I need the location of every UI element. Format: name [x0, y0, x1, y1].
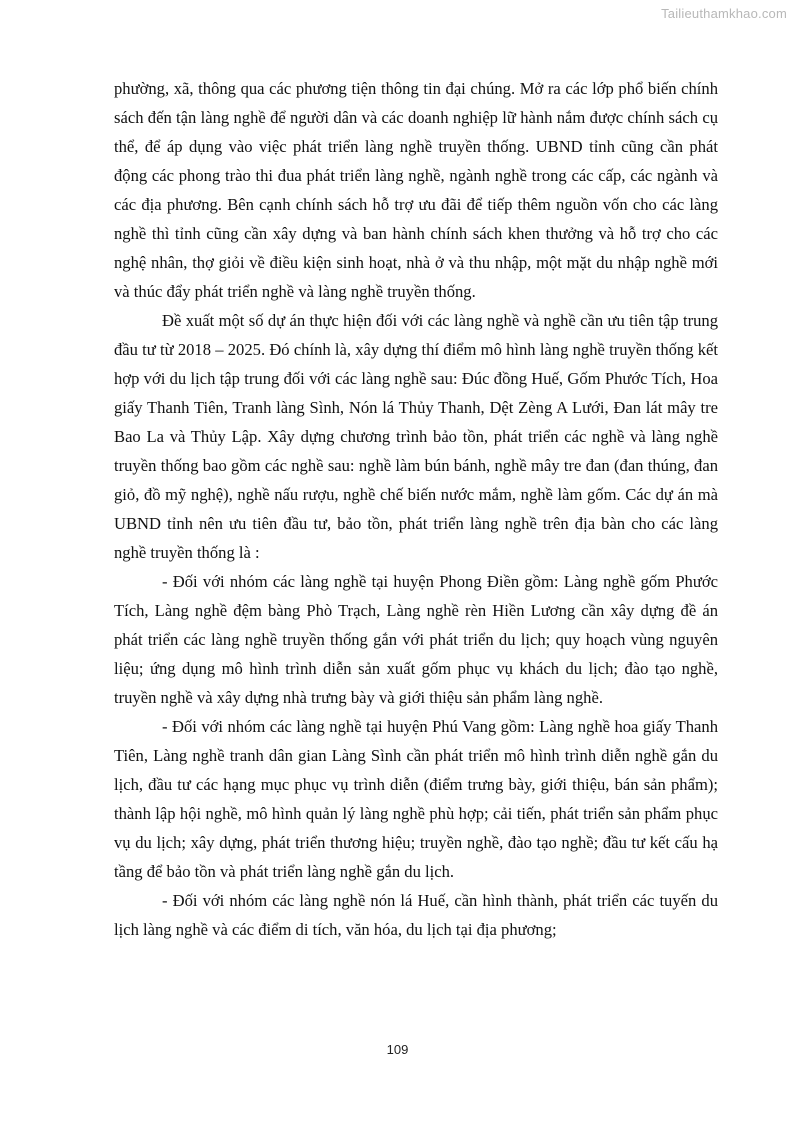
watermark: Tailieuthamkhao.com: [661, 6, 787, 21]
paragraph-phu-vang: - Đối với nhóm các làng nghề tại huyện Phú Vang gồm: Làng nghề hoa giấy Thanh Tiên, Làng nghề tranh dân gian Làng Sình cần phát triển mô hình trình diễn nghề gắn du lịch, đầu tư các hạng mục phục vụ trình diễn (điểm trưng bày, giới thiệu, bán sản phẩm); thành lập hội nghề, mô hình quản lý làng nghề phù hợp; cải tiến, phát triển sản phẩm phục vụ du lịch; xây dựng, phát triển thương hiệu; truyền nghề, đào tạo nghề; đầu tư kết cấu hạ tầng để bảo tồn và phát triển làng nghề gắn du lịch.: [114, 717, 718, 881]
paragraph-non-la: - Đối với nhóm các làng nghề nón lá Huế, cần hình thành, phát triển các tuyến du lịch làng nghề và các điểm di tích, văn hóa, du lịch tại địa phương;: [114, 891, 718, 939]
page-number: 109: [386, 1042, 409, 1057]
document-body: [114, 74, 718, 944]
paragraph-phong-dien: - Đối với nhóm các làng nghề tại huyện Phong Điền gồm: Làng nghề gốm Phước Tích, Làng nghề đệm bàng Phò Trạch, Làng nghề rèn Hiền Lương cần xây dựng đề án phát triển các làng nghề truyền thống gắn với phát triển du lịch; quy hoạch vùng nguyên liệu; ứng dụng mô hình trình diễn sản xuất gốm phục vụ khách du lịch; đào tạo nghề, truyền nghề và xây dựng nhà trưng bày và giới thiệu sản phẩm làng nghề.: [114, 572, 718, 707]
paragraph-continuation: phường, xã, thông qua các phương tiện thông tin đại chúng. Mở ra các lớp phổ biến chính sách đến tận làng nghề để người dân và các doanh nghiệp lữ hành nắm được chính sách cụ thể, để áp dụng vào việc phát triển làng nghề truyền thống. UBND tỉnh cũng cần phát động các phong trào thi đua phát triển làng nghề, ngành nghề trong các cấp, các ngành và các địa phương. Bên cạnh chính sách hỗ trợ ưu đãi để tiếp thêm nguồn vốn cho các làng nghề thì tỉnh cũng cần xây dựng và ban hành chính sách khen thưởng và hỗ trợ cho các nghệ nhân, thợ giỏi về điều kiện sinh hoạt, nhà ở và thu nhập, một mặt du nhập nghề mới và thúc đẩy phát triển nghề và làng nghề truyền thống.: [114, 79, 718, 301]
paragraph-projects: Đề xuất một số dự án thực hiện đối với các làng nghề và nghề cần ưu tiên tập trung đầu tư từ 2018 – 2025. Đó chính là, xây dựng thí điểm mô hình làng nghề truyền thống kết hợp với du lịch tập trung đối với các làng nghề sau: Đúc đồng Huế, Gốm Phước Tích, Hoa giấy Thanh Tiên, Tranh làng Sình, Nón lá Thủy Thanh, Dệt Zèng A Lưới, Đan lát mây tre Bao La và Thủy Lập. Xây dựng chương trình bảo tồn, phát triển các nghề và làng nghề truyền thống bao gồm các nghề sau: nghề làm bún bánh, nghề mây tre đan (đan thúng, đan giỏ, đồ mỹ nghệ), nghề nấu rượu, nghề chế biến nước mắm, nghề làm gốm. Các dự án mà UBND tỉnh nên ưu tiên đầu tư, bảo tồn, phát triển làng nghề trên địa bàn cho các làng nghề truyền thống là :: [114, 311, 718, 562]
